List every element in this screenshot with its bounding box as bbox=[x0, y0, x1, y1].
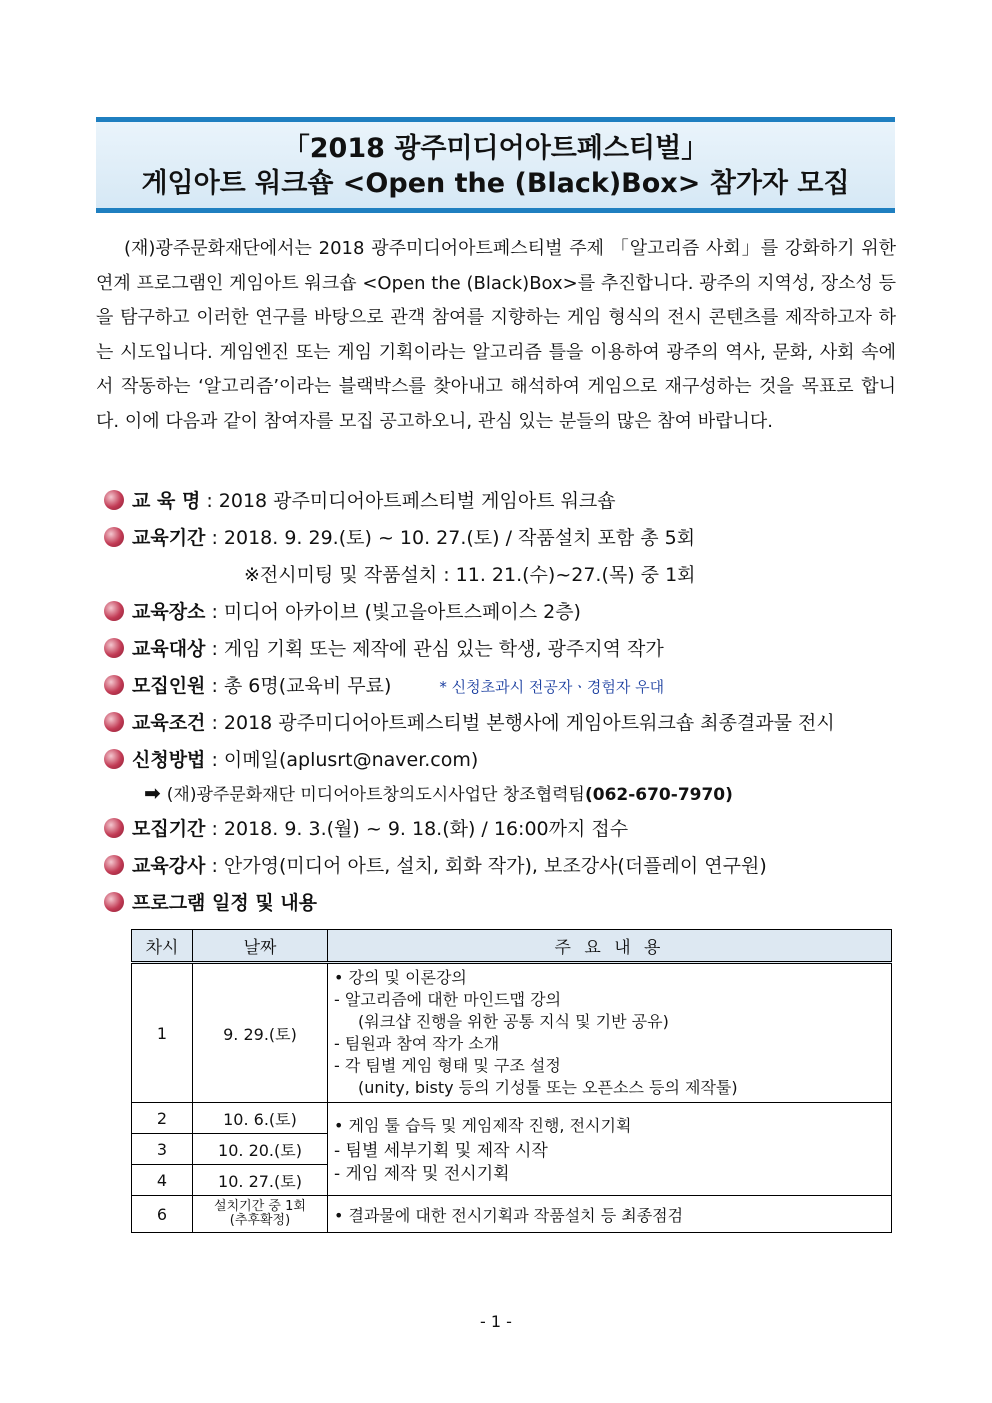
info-item-instructor: 교육강사 : 안가영(미디어 아트, 설치, 회화 작가), 보조강사(더플레이 연구원) bbox=[104, 853, 767, 879]
header-session: 차시 bbox=[132, 930, 193, 963]
contact-phone: (062-670-7970) bbox=[584, 785, 733, 805]
title-line-1: 「2018 광주미디어아트페스티벌」 bbox=[282, 133, 709, 164]
contact-line bbox=[144, 780, 733, 808]
intro-paragraph: (재)광주문화재단에서는 2018 광주미디어아트페스티벌 주제 「알고리즘 사회」를 강화하기 위한 연계 프로그램인 게임아트 워크숍 <Open the (Black)Box>를 추진합니다. 광주의 지역성, 장소성 등을 탐구하고 이러한 연구를 바탕으로 관객 참여를 지향하는 게임 형식의 전시 콘텐츠를 제작하고자 하는 시도입니다. 게임엔진 또는 게임 기획이라는 알고리즘 틀을 이용하여 광주의 역사, 문화, 사회 속에서 작동하는 ‘알고리즘’이라는 블랙박스를 찾아내고 해석하여 게임으로 재구성하는 것을 목표로 합니다. 이에 다음과 같이 참여자를 모집 공고하오니, 관심 있는 분들의 많은 참여 바랍니다. bbox=[96, 238, 897, 432]
bullet-icon bbox=[104, 527, 124, 547]
header-content: 주 요 내 용 bbox=[328, 930, 892, 963]
bullet-icon bbox=[104, 892, 124, 912]
session-content-group: • 게임 툴 습득 및 게임제작 진행, 전시기획 - 팀별 세부기획 및 제작 시작 - 게임 제작 및 전시기획 bbox=[328, 1103, 892, 1196]
schedule-table bbox=[131, 929, 892, 1233]
session-content: • 결과물에 대한 전시기획과 작품설치 등 최종점검 bbox=[328, 1196, 892, 1233]
session-date: 10. 27.(토) bbox=[193, 1165, 328, 1196]
info-item-period: 교육기간 : 2018. 9. 29.(토) ~ 10. 27.(토) / 작품설치 포함 총 5회 bbox=[104, 525, 695, 551]
contact-org: (재)광주문화재단 미디어아트창의도시사업단 창조협력팀 bbox=[166, 785, 585, 805]
title-line-2: 게임아트 워크숍 <Open the (Black)Box> 참가자 모집 bbox=[141, 168, 850, 199]
bullet-icon bbox=[104, 712, 124, 732]
session-number: 2 bbox=[132, 1103, 193, 1134]
bullet-icon bbox=[104, 490, 124, 510]
session-date: 설치기간 중 1회 (추후확정) bbox=[193, 1196, 328, 1233]
arrow-right-icon: ➡ bbox=[144, 781, 161, 805]
bullet-icon bbox=[104, 818, 124, 838]
bullet-icon bbox=[104, 638, 124, 658]
bullet-icon bbox=[104, 675, 124, 695]
session-date: 10. 6.(토) bbox=[193, 1103, 328, 1134]
table-row bbox=[132, 1103, 892, 1134]
info-item-target: 교육대상 : 게임 기획 또는 제작에 관심 있는 학생, 광주지역 작가 bbox=[104, 636, 664, 662]
session-content: • 강의 및 이론강의 - 알고리즘에 대한 마인드맵 강의 (워크샵 진행을 위한 공통 지식 및 기반 공유) - 팀원과 참여 작가 소개 - 각 팀별 게임 형태 및 구조 설정 (unity, bisty 등의 기성툴 또는 오픈소스 등의 제작툴) bbox=[328, 963, 892, 1103]
bullet-icon bbox=[104, 601, 124, 621]
bullet-icon bbox=[104, 855, 124, 875]
page-number: - 1 - bbox=[480, 1312, 512, 1331]
session-number: 4 bbox=[132, 1165, 193, 1196]
info-item-capacity: 모집인원 : 총 6명(교육비 무료) * 신청초과시 전공자ㆍ경험자 우대 bbox=[104, 673, 664, 700]
info-item-program-schedule: 프로그램 일정 및 내용 bbox=[104, 890, 317, 916]
table-row bbox=[132, 1196, 892, 1233]
capacity-note: * 신청초과시 전공자ㆍ경험자 우대 bbox=[439, 678, 665, 696]
table-header-row bbox=[132, 930, 892, 963]
title-banner bbox=[96, 117, 895, 213]
session-number: 6 bbox=[132, 1196, 193, 1233]
bullet-icon bbox=[104, 749, 124, 769]
info-item-recruit-period: 모집기간 : 2018. 9. 3.(월) ~ 9. 18.(화) / 16:00까지 접수 bbox=[104, 816, 628, 842]
table-row bbox=[132, 963, 892, 1103]
header-date: 날짜 bbox=[193, 930, 328, 963]
session-date: 10. 20.(토) bbox=[193, 1134, 328, 1165]
info-item-course-name: 교 육 명 : 2018 광주미디어아트페스티벌 게임아트 워크숍 bbox=[104, 488, 616, 514]
info-item-location: 교육장소 : 미디어 아카이브 (빛고을아트스페이스 2층) bbox=[104, 599, 581, 625]
session-number: 3 bbox=[132, 1134, 193, 1165]
info-item-apply-method: 신청방법 : 이메일(aplusrt@naver.com) bbox=[104, 747, 478, 773]
session-date: 9. 29.(토) bbox=[193, 963, 328, 1103]
session-number: 1 bbox=[132, 963, 193, 1103]
info-item-condition: 교육조건 : 2018 광주미디어아트페스티벌 본행사에 게임아트워크숍 최종결과물 전시 bbox=[104, 710, 835, 736]
period-note: ※전시미팅 및 작품설치 : 11. 21.(수)~27.(목) 중 1회 bbox=[244, 564, 696, 586]
